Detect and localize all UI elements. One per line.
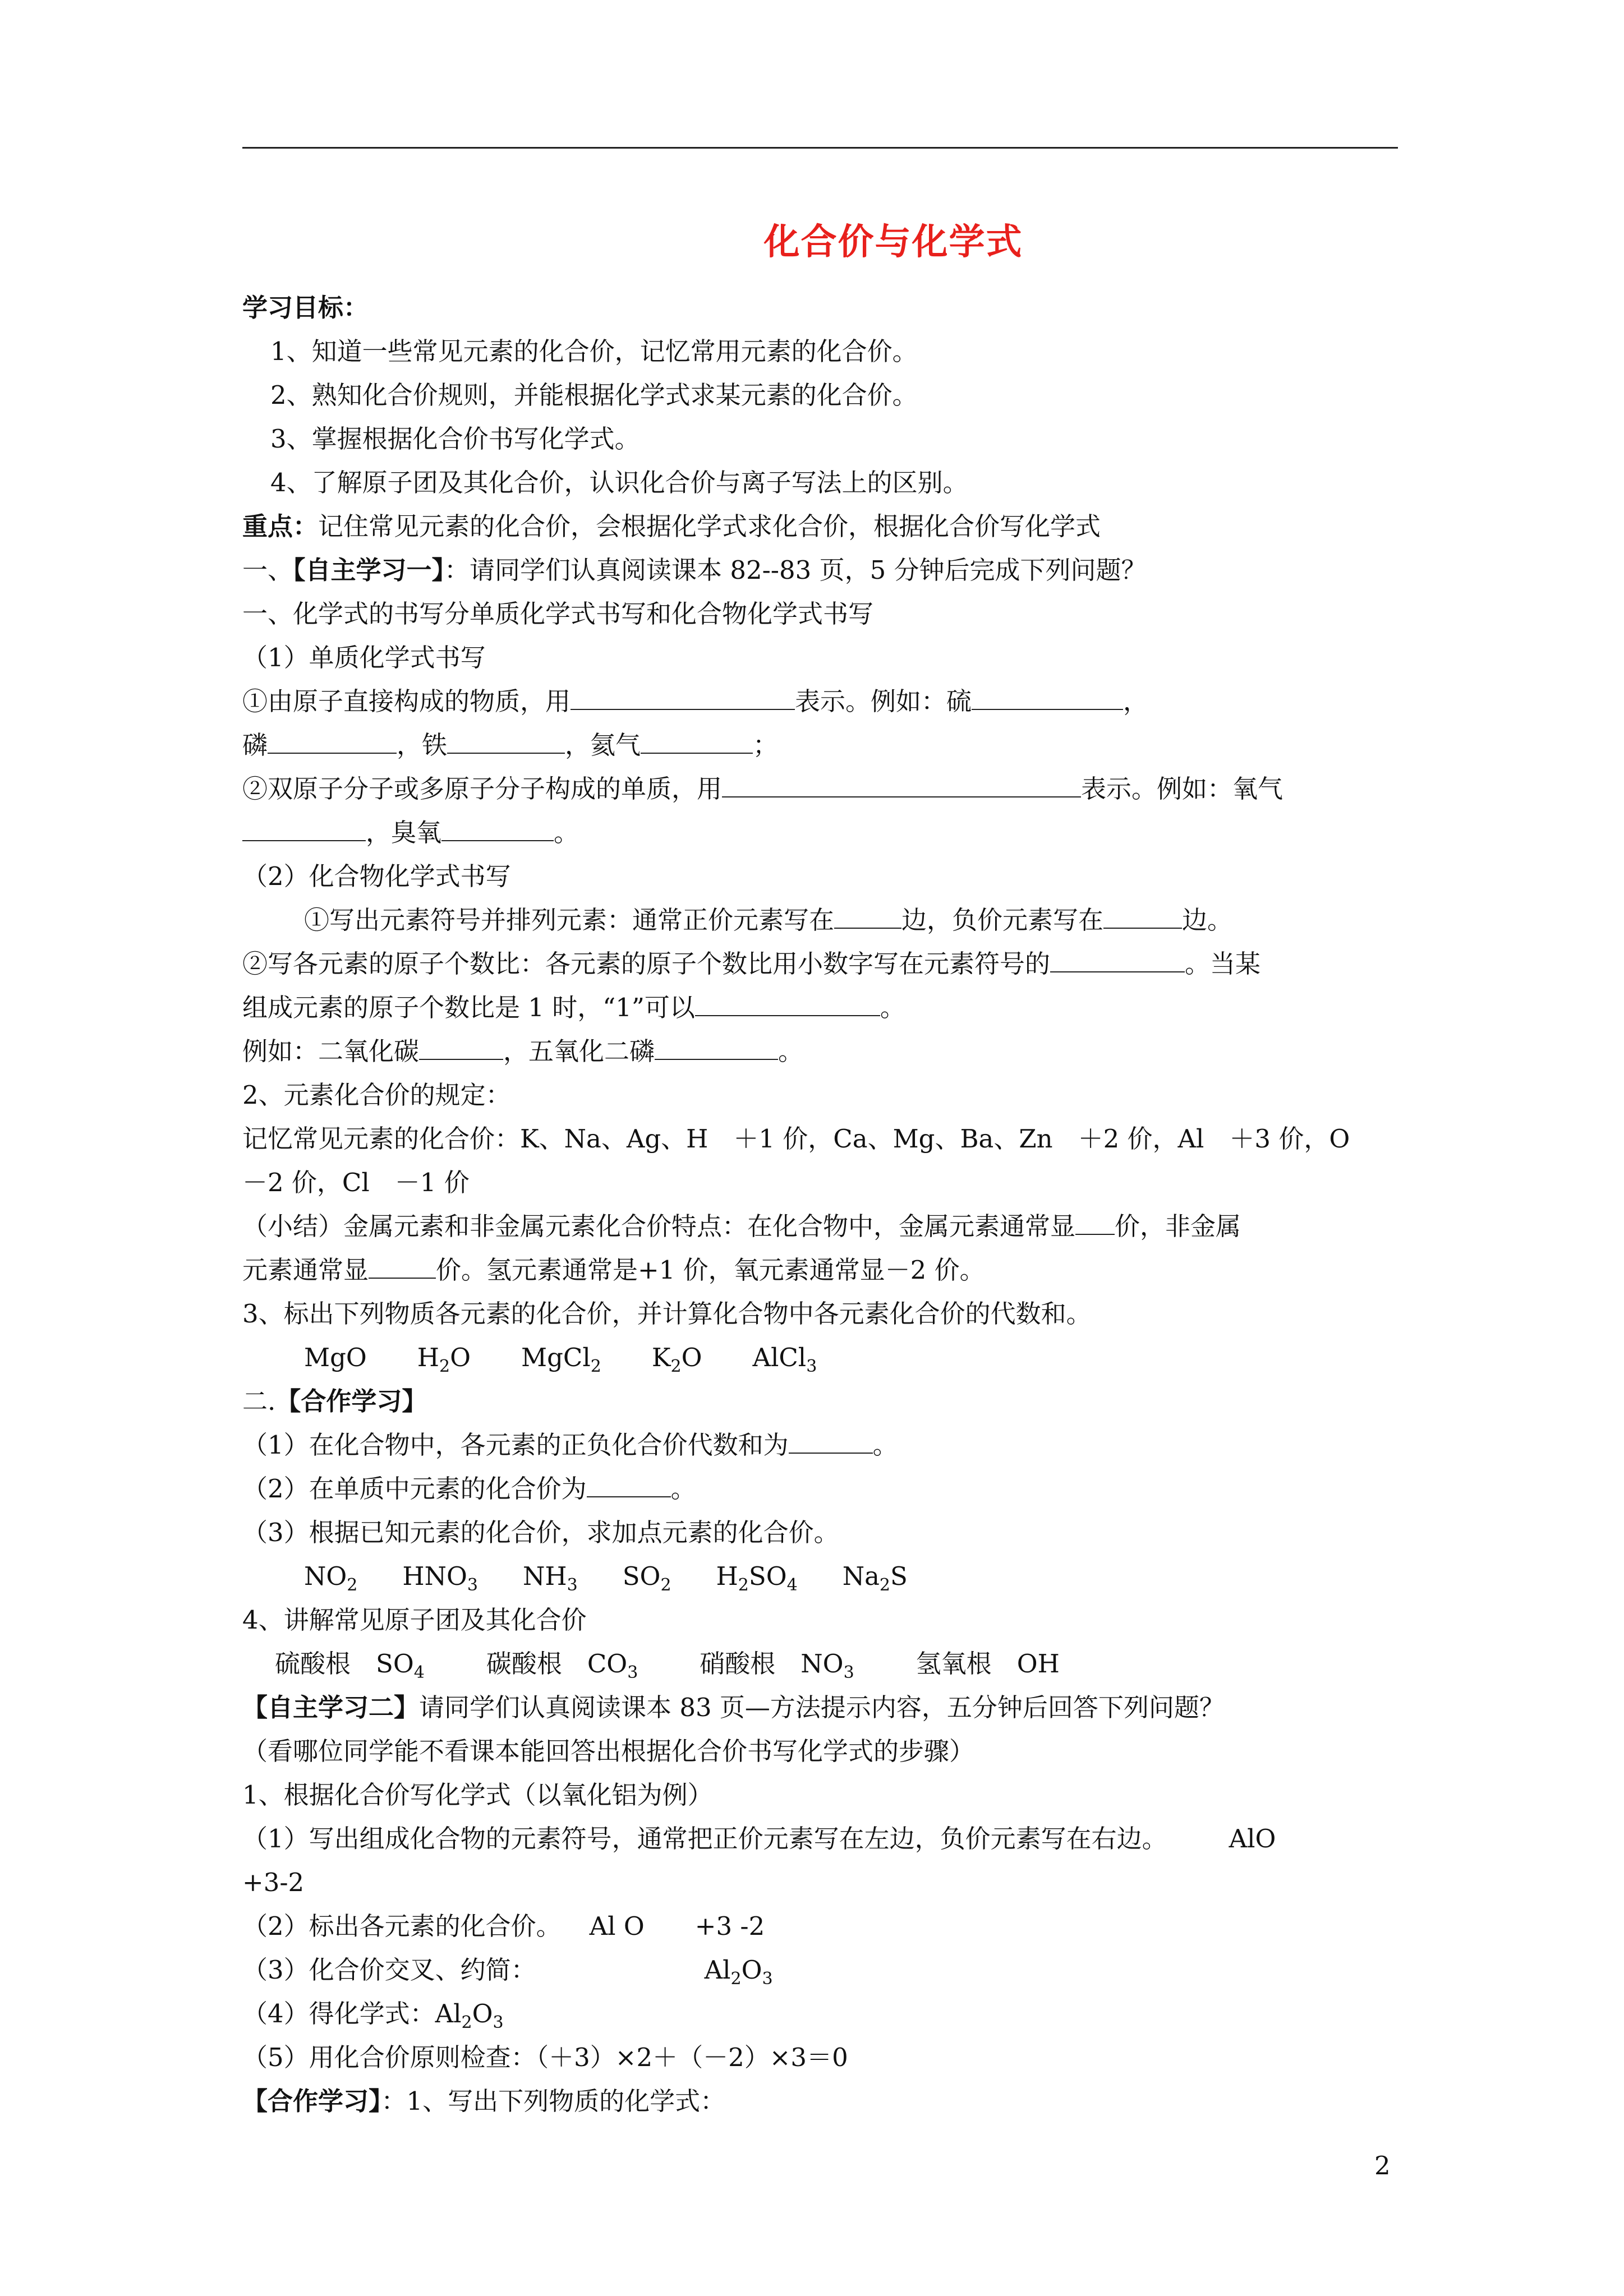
self-study-2-label: 【自主学习二】	[242, 1693, 420, 1722]
blank[interactable]	[1050, 949, 1185, 972]
text: 磷	[242, 730, 268, 760]
chemical-formula: $NH_3$	[522, 1561, 578, 1595]
text: 。	[554, 818, 579, 847]
cooperative-heading-2	[242, 2080, 1398, 2123]
cooperative-heading	[242, 1380, 1398, 1423]
text: 。	[880, 993, 905, 1022]
subsection-title: （2）化合物化学式书写	[242, 861, 511, 891]
text: （小结）金属元素和非金属元素化合价特点：在化合物中，金属元素通常显	[242, 1211, 1076, 1241]
radical-item: 硫酸根 $SO_4$	[275, 1649, 425, 1679]
text: 。当某	[1185, 949, 1261, 979]
fill-line	[242, 1423, 1398, 1467]
fill-line	[242, 942, 1398, 986]
formula-row	[242, 1336, 1398, 1380]
blank[interactable]	[587, 1474, 671, 1497]
text-line: +3-2	[242, 1868, 305, 1897]
text: （1）在化合物中，各元素的正负化合价代数和为	[242, 1430, 789, 1460]
blank[interactable]	[641, 730, 753, 754]
fill-line	[242, 1248, 1398, 1292]
blank[interactable]	[695, 993, 880, 1016]
formula: AlO	[1229, 1824, 1276, 1854]
text-line	[242, 1948, 1398, 1992]
blank[interactable]	[369, 1255, 436, 1279]
key-point-label: 重点：	[242, 511, 319, 541]
text: ②写各元素的原子个数比：各元素的原子个数比用小数字写在元素符号的	[242, 949, 1051, 979]
chemical-formula: $K_2O$	[651, 1343, 702, 1376]
text-line: （3）根据已知元素的化合价，求加点元素的化合价。	[242, 1518, 839, 1547]
chemical-formula: MgO	[304, 1343, 367, 1372]
text: ；	[753, 730, 779, 760]
text-line	[242, 1905, 1398, 1948]
chemical-formula: $Na_2S$	[842, 1561, 908, 1595]
blank[interactable]	[722, 774, 1081, 797]
formula: $Al_2O_3$	[435, 1999, 504, 2032]
self-study-1-heading	[242, 548, 1398, 592]
text: 价，非金属	[1115, 1211, 1241, 1241]
blank[interactable]	[1075, 1211, 1115, 1235]
cooperative-label: 【合作学习】	[275, 1386, 427, 1416]
chemical-formula: $CO_3$	[587, 1649, 638, 1682]
text: 表示。例如：氧气	[1081, 774, 1283, 804]
fill-line	[242, 986, 1398, 1030]
blank[interactable]	[441, 818, 554, 841]
chemical-formula: $HNO_3$	[402, 1561, 478, 1595]
fill-line	[242, 811, 1398, 855]
text-line: －2 价，Cl －1 价	[242, 1168, 470, 1197]
subsection-title: （1）单质化学式书写	[242, 643, 486, 672]
chemical-formula: OH	[1016, 1649, 1060, 1679]
text: ，五氧化二磷	[503, 1036, 655, 1066]
section-title: 2、元素化合价的规定：	[242, 1080, 511, 1110]
text: （3）化合价交叉、约简：	[242, 1955, 536, 1985]
text-line: （5）用化合价原则检查：（＋3）×2＋（－2）×3＝0	[242, 2043, 848, 2072]
text: 边。	[1182, 905, 1233, 935]
text: （1）写出组成化合物的元素符号，通常把正价元素写在左边，负价元素写在右边。	[242, 1824, 1167, 1854]
text: 例如：二氧化碳	[242, 1036, 420, 1066]
fill-line	[242, 767, 1398, 811]
text: （2）标出各元素的化合价。	[242, 1911, 562, 1941]
blank[interactable]	[268, 730, 397, 754]
section-title: 4、讲解常见原子团及其化合价	[242, 1605, 587, 1635]
blank[interactable]	[834, 905, 901, 929]
blank[interactable]	[655, 1036, 778, 1060]
self-study-1-label: 【自主学习一】	[293, 555, 445, 585]
chemical-formula: $NO_3$	[801, 1649, 854, 1682]
text: 组成元素的原子个数比是 1 时，“1”可以	[242, 993, 695, 1022]
section-prefix: 二.	[242, 1386, 276, 1416]
text: ，	[1123, 686, 1149, 716]
key-point-text: 记住常见元素的化合价，会根据化学式求化合价，根据化合价写化学式	[318, 511, 1101, 541]
text-line	[242, 1992, 1398, 2036]
blank[interactable]	[789, 1430, 873, 1454]
section-title: 3、标出下列物质各元素的化合价，并计算化合物中各元素化合价的代数和。	[242, 1299, 1092, 1329]
blank[interactable]	[972, 686, 1123, 710]
blank[interactable]	[571, 686, 795, 710]
blank[interactable]	[419, 1036, 503, 1060]
chemical-formula: $H_2O$	[417, 1343, 471, 1376]
document-body	[242, 286, 1398, 2123]
text: ，臭氧	[366, 818, 442, 847]
text: 边，负价元素写在	[901, 905, 1104, 935]
text: ，铁	[397, 730, 448, 760]
cooperative-label: 【合作学习】	[242, 2086, 381, 2116]
text-line	[242, 1817, 1398, 1861]
self-study-1-text: ：请同学们认真阅读课本 82--83 页，5 分钟后完成下列问题？	[444, 555, 1147, 585]
radical-item: 氢氧根 OH	[916, 1649, 1060, 1679]
text: 。	[670, 1474, 696, 1504]
formula: Al O	[589, 1911, 645, 1941]
goal-item: 4、了解原子团及其化合价，认识化合价与离子写法上的区别。	[270, 468, 968, 497]
fill-line	[242, 723, 1398, 767]
cooperative-text: ：1、写出下列物质的化学式：	[381, 2086, 726, 2116]
chemical-formula: $SO_4$	[376, 1649, 425, 1682]
blank[interactable]	[242, 818, 366, 841]
self-study-2-heading	[242, 1686, 1398, 1730]
radical-item: 硝酸根 $NO_3$	[700, 1649, 854, 1679]
formula-row	[242, 1555, 1398, 1598]
chemical-formula: AlCl$_3$	[752, 1343, 817, 1376]
text: ①由原子直接构成的物质，用	[242, 686, 571, 716]
text: ，氦气	[565, 730, 641, 760]
page-number: 2	[1374, 2151, 1391, 2180]
radical-item: 碳酸根 $CO_3$	[486, 1649, 638, 1679]
text: 元素通常显	[242, 1255, 369, 1285]
radical-row	[242, 1642, 1398, 1686]
goals-heading: 学习目标：	[242, 293, 369, 322]
chemical-formula: MgCl$_2$	[521, 1343, 601, 1376]
key-point	[242, 505, 1398, 548]
fill-line	[242, 898, 1398, 942]
chemical-formula: $NO_2$	[304, 1561, 358, 1595]
text: ②双原子分子或多原子分子构成的单质，用	[242, 774, 723, 804]
valence-text: +3 -2	[694, 1911, 765, 1941]
fill-line	[242, 1030, 1398, 1073]
chemical-formula: $H_2SO_4$	[716, 1561, 798, 1595]
text: （4）得化学式：	[242, 1999, 435, 2028]
blank[interactable]	[1103, 905, 1182, 929]
fill-line	[242, 1205, 1398, 1248]
chemical-formula: $SO_2$	[622, 1561, 671, 1595]
section-title: 1、根据化合价写化学式（以氧化铝为例）	[242, 1780, 713, 1810]
goal-item: 2、熟知化合价规则，并能根据化学式求某元素的化合价。	[270, 380, 918, 410]
formula: $Al_2O_3$	[704, 1955, 773, 1989]
text: ①写出元素符号并排列元素：通常正价元素写在	[304, 905, 835, 935]
text-line: 记忆常见元素的化合价：K、Na、Ag、H ＋1 价，Ca、Mg、Ba、Zn ＋2 价，Al ＋3 价，O	[242, 1124, 1350, 1154]
header-rule	[242, 147, 1398, 149]
section-prefix: 一、	[242, 555, 293, 585]
goal-item: 1、知道一些常见元素的化合价，记忆常用元素的化合价。	[270, 336, 918, 366]
blank[interactable]	[447, 730, 565, 754]
goal-item: 3、掌握根据化合价书写化学式。	[270, 424, 640, 454]
self-study-2-text: 请同学们认真阅读课本 83 页—方法提示内容，五分钟后回答下列问题？	[419, 1693, 1225, 1722]
page-title: 化合价与化学式	[763, 221, 1023, 263]
text: 价。氢元素通常是+1 价，氧元素通常显－2 价。	[436, 1255, 985, 1285]
text: 。	[778, 1036, 804, 1066]
fill-line	[242, 680, 1398, 723]
section-title: 一、化学式的书写分单质化学式书写和化合物化学式书写	[242, 599, 874, 629]
text-line: （看哪位同学能不看课本能回答出根据化合价书写化学式的步骤）	[242, 1736, 975, 1766]
text: 。	[872, 1430, 898, 1460]
fill-line	[242, 1467, 1398, 1511]
text: 表示。例如：硫	[795, 686, 972, 716]
text: （2）在单质中元素的化合价为	[242, 1474, 587, 1504]
